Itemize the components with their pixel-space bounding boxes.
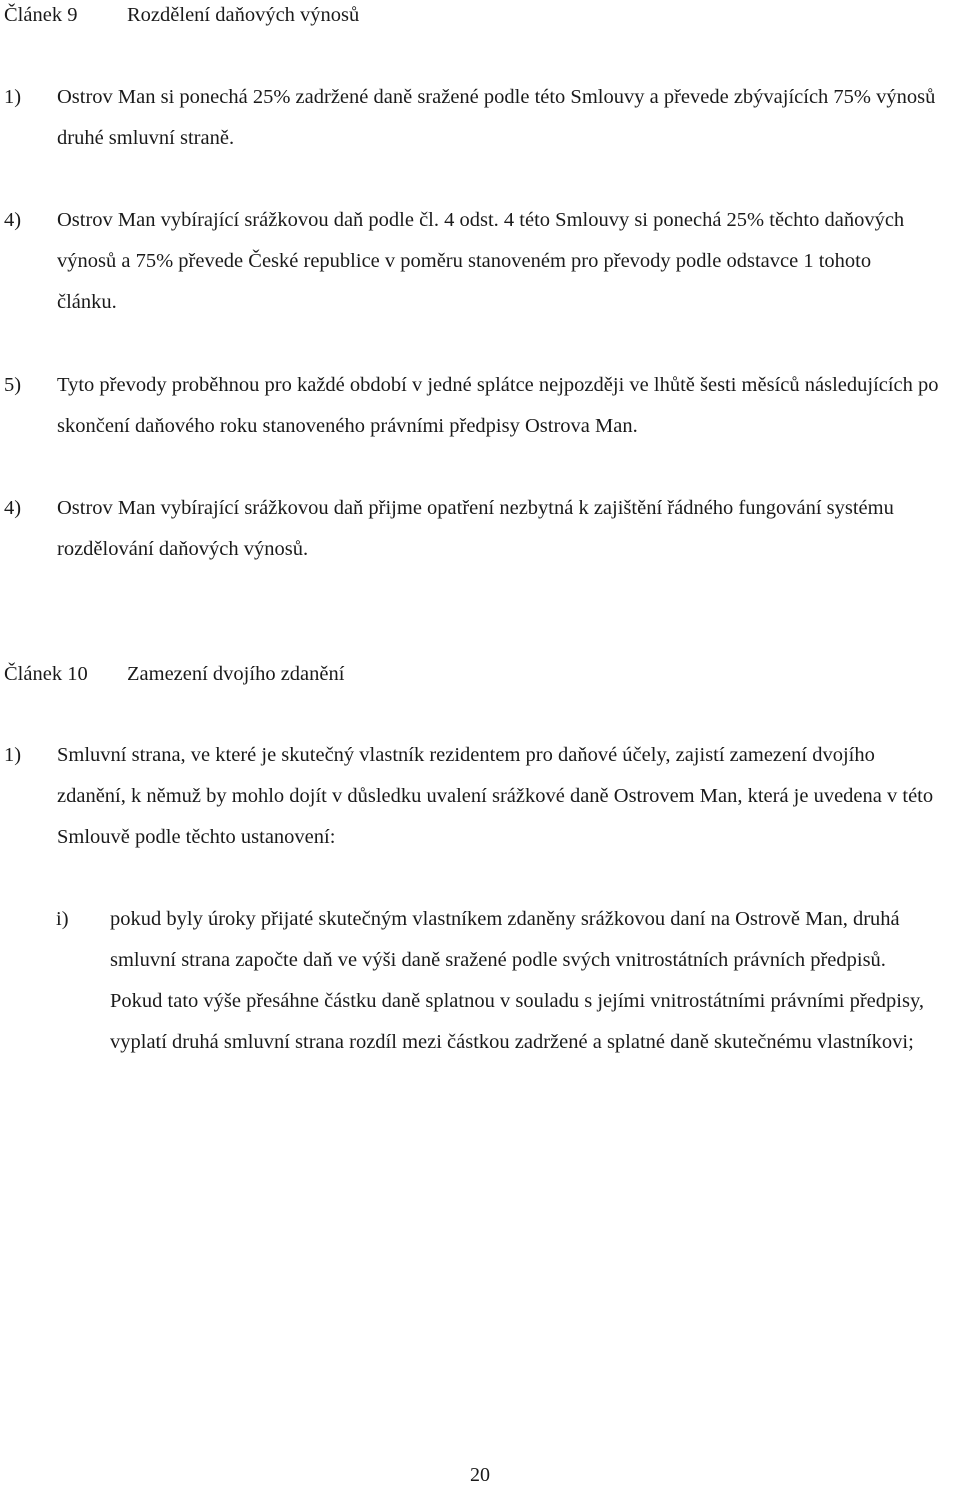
paragraph-text: Ostrov Man vybírající srážkovou daň podle čl. 4 odst. 4 této Smlouvy si ponechá 25% těchto daňových výnosů a 75% převede České republice v poměru stanoveném pro převody podle odstavce 1 tohoto článku. <box>57 209 905 313</box>
article-9-heading <box>4 4 360 27</box>
subparagraph-text: pokud byly úroky přijaté skutečným vlastníkem zdaněny srážkovou daní na Ostrově Man, druhá smluvní strana započte daň ve výši daně sražené podle svých vnitrostátních právních předpisů. Pokud tato výše přesáhne částku daně splatnou v souladu s jejími vnitrostátními právními předpisy, vyplatí druhá smluvní strana rozdíl mezi částkou zadržené a splatné daně skutečnému vlastníkovi; <box>110 908 924 1053</box>
article-9-title: Rozdělení daňových výnosů <box>127 4 360 26</box>
page-number: 20 <box>470 1464 490 1486</box>
article-9-paragraph-1 <box>4 77 944 159</box>
article-10-paragraph-1 <box>4 735 939 858</box>
article-10-heading <box>4 663 345 686</box>
article-9-number: Článek 9 <box>4 4 78 26</box>
paragraph-number: 5) <box>4 374 22 396</box>
article-10-number: Článek 10 <box>4 663 88 685</box>
article-9-paragraph-4b <box>4 488 954 570</box>
article-10-title: Zamezení dvojího zdanění <box>127 663 345 685</box>
article-9-paragraph-5 <box>4 365 944 447</box>
paragraph-text: Ostrov Man si ponechá 25% zadržené daně sražené podle této Smlouvy a převede zbývajících 75% výnosů druhé smluvní straně. <box>57 86 936 149</box>
paragraph-text: Tyto převody proběhnou pro každé období v jedné splátce nejpozději ve lhůtě šesti měsíců následujících po skončení daňového roku stanoveného právními předpisy Ostrova Man. <box>57 374 939 437</box>
paragraph-number: 1) <box>4 744 22 766</box>
paragraph-text: Ostrov Man vybírající srážkovou daň přijme opatření nezbytná k zajištění řádného fungování systému rozdělování daňových výnosů. <box>57 497 894 560</box>
paragraph-number: 4) <box>4 209 22 231</box>
paragraph-number: 4) <box>4 497 22 519</box>
paragraph-number: 1) <box>4 86 22 108</box>
paragraph-text: Smluvní strana, ve které je skutečný vlastník rezidentem pro daňové účely, zajistí zamezení dvojího zdanění, k němuž by mohlo dojít v důsledku uvalení srážkové daně Ostrovem Man, která je uvedena v této Smlouvě podle těchto ustanovení: <box>57 744 934 848</box>
subparagraph-number: i) <box>56 908 69 930</box>
article-9-paragraph-4a <box>4 200 929 323</box>
article-10-subparagraph-i <box>56 899 936 1063</box>
